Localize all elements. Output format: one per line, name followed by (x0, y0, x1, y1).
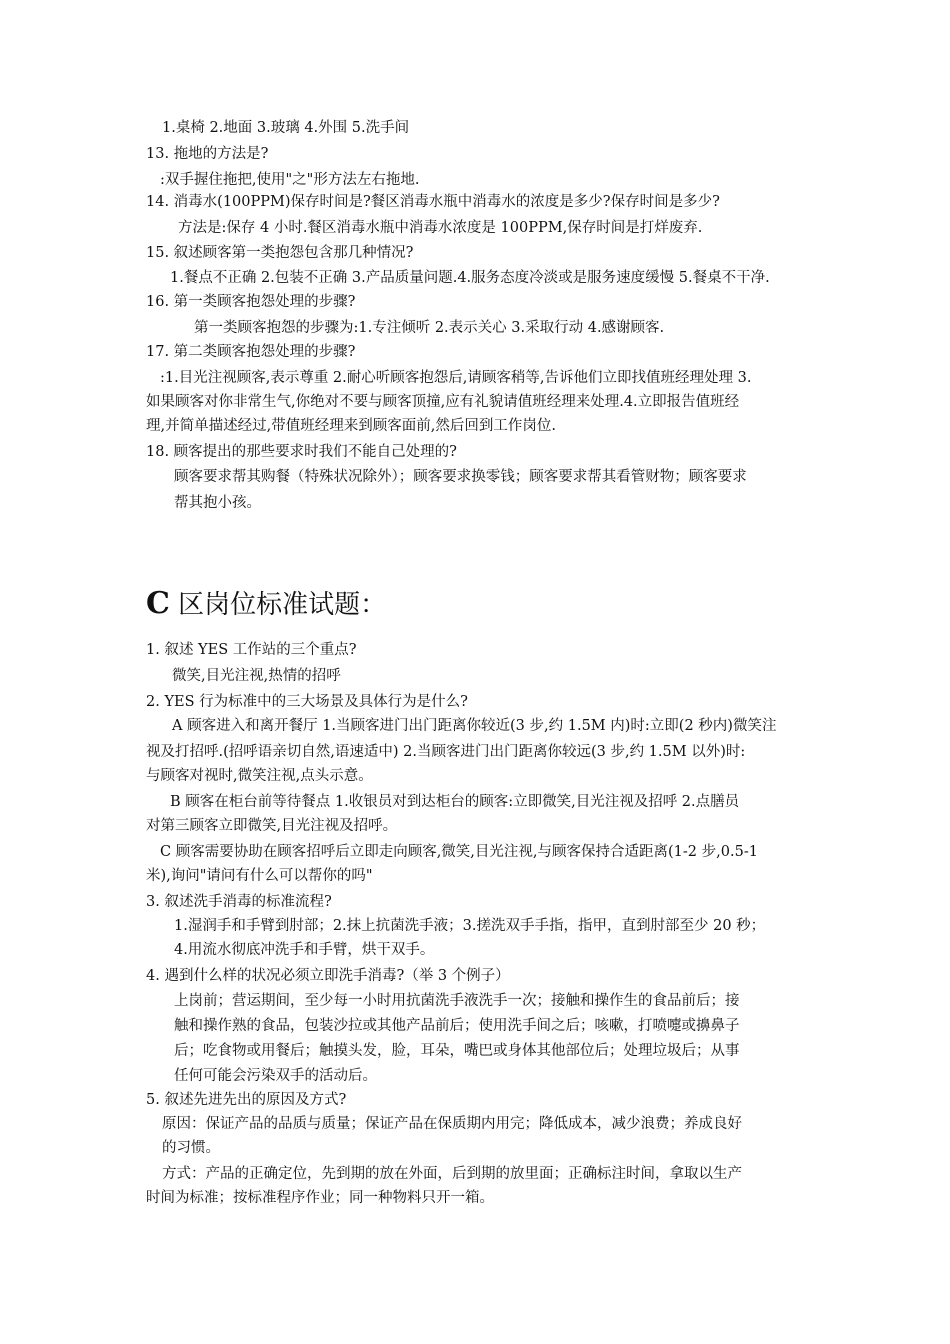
c-answer-2-line-6: C 顾客需要协助在顾客招呼后立即走向顾客,微笑,目光注视,与顾客保持合适距离(1-2 步,0.5-1 (160, 844, 758, 860)
c-answer-2-line-7: 米),询问"请问有什么可以帮你的吗" (146, 868, 373, 884)
c-answer-3-line-1: 1.湿润手和手臂到肘部；2.抹上抗菌洗手液；3.搓洗双手手指，指甲，直到肘部至少 20 秒； (174, 918, 766, 934)
answer-18-line-2: 帮其抱小孩。 (174, 495, 261, 511)
list-line-areas: 1.桌椅 2.地面 3.玻璃 4.外围 5.洗手间 (162, 120, 410, 136)
c-answer-5-line-2: 的习惯。 (162, 1140, 220, 1156)
answer-16: 第一类顾客抱怨的步骤为:1.专注倾听 2.表示关心 3.采取行动 4.感谢顾客. (194, 320, 665, 336)
c-question-2: 2. YES 行为标准中的三大场景及具体行为是什么? (146, 694, 468, 710)
c-answer-2-line-3: 与顾客对视时,微笑注视,点头示意。 (146, 768, 373, 784)
section-c-letter: C (146, 586, 170, 621)
answer-13: :双手握住拖把,使用"之"形方法左右拖地. (160, 172, 420, 188)
c-answer-2-line-5: 对第三顾客立即微笑,目光注视及招呼。 (146, 818, 398, 834)
section-c-title-text: 区岗位标准试题： (169, 590, 387, 620)
c-answer-2-line-4: B 顾客在柜台前等待餐点 1.收银员对到达柜台的顾客:立即微笑,目光注视及招呼 2.点膳员 (170, 794, 740, 810)
question-13: 13. 拖地的方法是? (146, 146, 269, 162)
c-answer-4-line-2: 触和操作熟的食品，包装沙拉或其他产品前后；使用洗手间之后；咳嗽，打喷嚏或擤鼻子 (174, 1018, 740, 1034)
c-question-5: 5. 叙述先进先出的原因及方式? (146, 1092, 347, 1108)
answer-18-line-1: 顾客要求帮其购餐（特殊状况除外）；顾客要求换零钱；顾客要求帮其看管财物；顾客要求 (174, 469, 747, 485)
answer-14: 方法是:保存 4 小时.餐区消毒水瓶中消毒水浓度是 100PPM,保存时间是打烊废弃. (178, 220, 703, 236)
question-18: 18. 顾客提出的那些要求时我们不能自己处理的? (146, 444, 457, 460)
question-14: 14. 消毒水(100PPM)保存时间是?餐区消毒水瓶中消毒水的浓度是多少?保存时间是多少? (146, 194, 720, 210)
c-question-4: 4. 遇到什么样的状况必须立即洗手消毒?（举 3 个例子） (146, 968, 510, 984)
c-answer-4-line-1: 上岗前；营运期间，至少每一小时用抗菌洗手液洗手一次；接触和操作生的食品前后；接 (174, 993, 740, 1009)
question-17: 17. 第二类顾客抱怨处理的步骤? (146, 344, 356, 360)
c-answer-3-line-2: 4.用流水彻底冲洗手和手臂，烘干双手。 (174, 942, 435, 958)
answer-17-line-3: 理,并简单描述经过,带值班经理来到顾客面前,然后回到工作岗位. (146, 418, 556, 434)
c-answer-5-line-1: 原因：保证产品的品质与质量；保证产品在保质期内用完；降低成本，减少浪费；养成良好 (162, 1116, 742, 1132)
answer-17-line-1: :1.目光注视顾客,表示尊重 2.耐心听顾客抱怨后,请顾客稍等,告诉他们立即找值班经理处理 3. (160, 370, 752, 386)
c-answer-5-line-3: 方式：产品的正确定位，先到期的放在外面，后到期的放里面；正确标注时间，拿取以生产 (162, 1166, 742, 1182)
answer-15: 1.餐点不正确 2.包装不正确 3.产品质量问题.4.服务态度冷淡或是服务速度缓慢 5.餐桌不干净. (170, 270, 770, 286)
c-answer-2-line-1: A 顾客进入和离开餐厅 1.当顾客进门出门距离你较近(3 步,约 1.5M 内)时:立即(2 秒内)微笑注 (172, 718, 777, 734)
c-question-3: 3. 叙述洗手消毒的标准流程? (146, 894, 332, 910)
section-c-title (146, 586, 386, 623)
c-answer-4-line-3: 后；吃食物或用餐后；触摸头发，脸，耳朵，嘴巴或身体其他部位后；处理垃圾后；从事 (174, 1043, 740, 1059)
question-15: 15. 叙述顾客第一类抱怨包含那几种情况? (146, 245, 414, 261)
question-16: 16. 第一类顾客抱怨处理的步骤? (146, 294, 356, 310)
answer-17-line-2: 如果顾客对你非常生气,你绝对不要与顾客顶撞,应有礼貌请值班经理来处理.4.立即报告值班经 (146, 394, 740, 410)
c-answer-2-line-2: 视及打招呼.(招呼语亲切自然,语速适中) 2.当顾客进门出门距离你较远(3 步,约 1.5M 以外)时: (146, 744, 746, 760)
c-answer-5-line-4: 时间为标准；按标准程序作业；同一种物料只开一箱。 (146, 1190, 494, 1206)
c-question-1: 1. 叙述 YES 工作站的三个重点? (146, 642, 357, 658)
c-answer-4-line-4: 任何可能会污染双手的活动后。 (174, 1068, 377, 1084)
c-answer-1: 微笑,目光注视,热情的招呼 (172, 668, 341, 684)
